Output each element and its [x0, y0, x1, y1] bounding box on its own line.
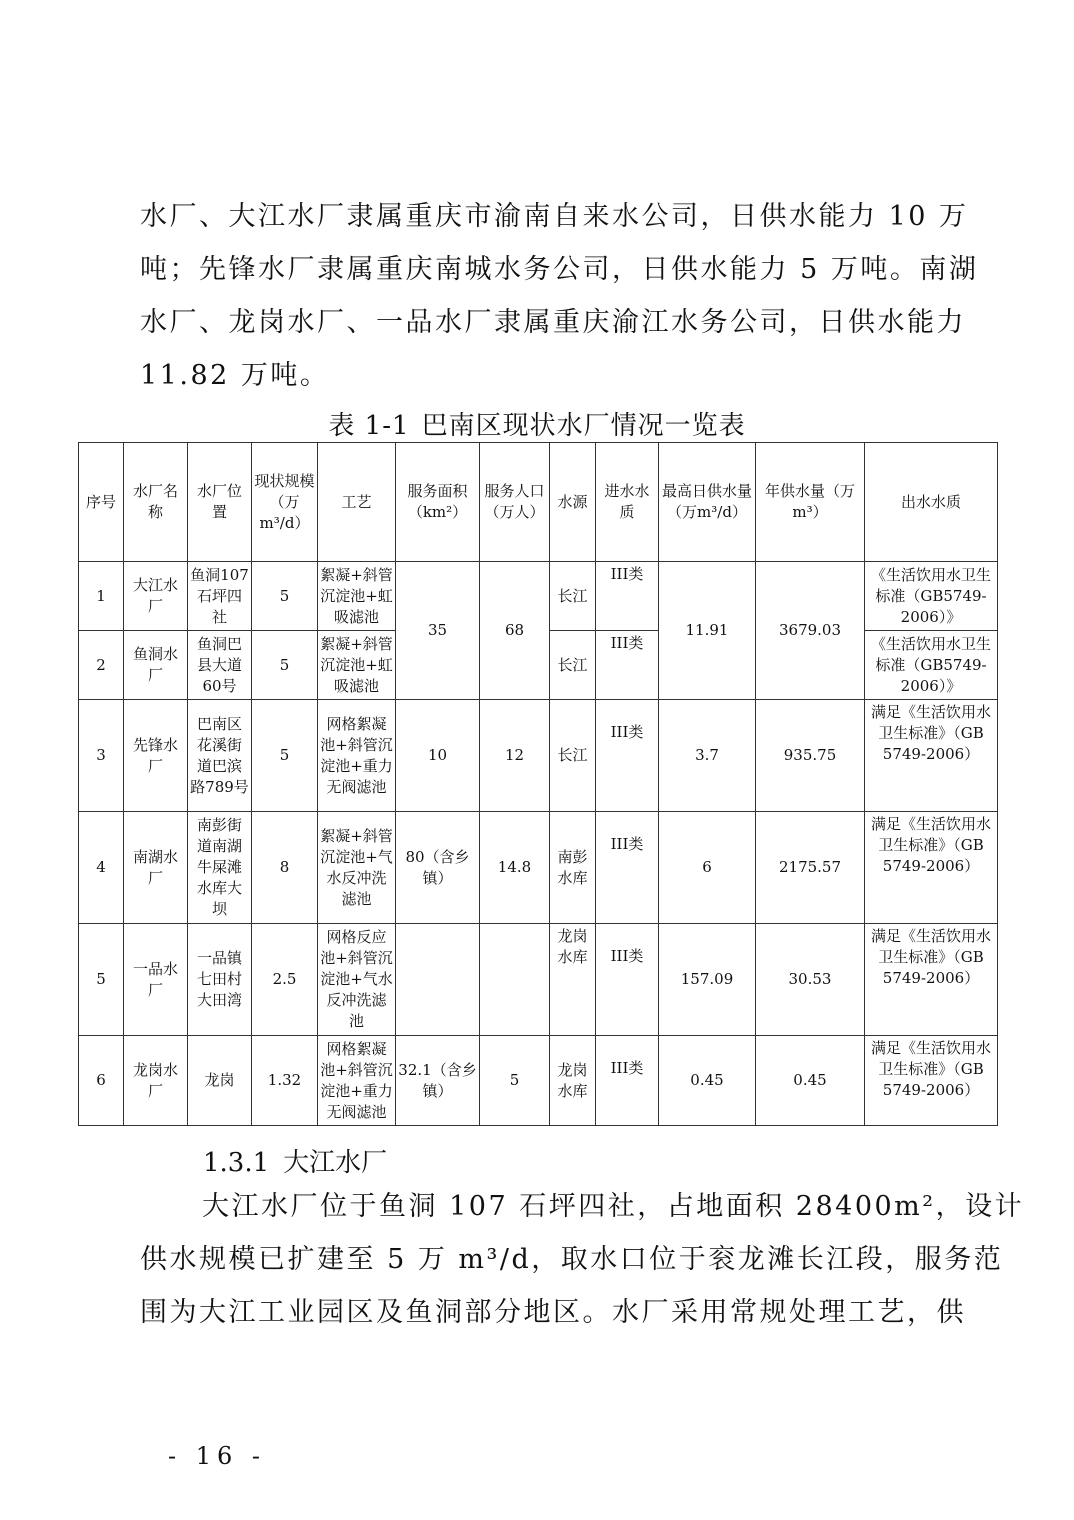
section-title: 大江水厂: [283, 1148, 388, 1178]
cell-inlet: III类: [596, 924, 659, 1036]
cell-name: 大江水厂: [124, 562, 188, 631]
cell-scale: 5: [252, 631, 318, 700]
table-row: [79, 562, 998, 631]
paragraph-line: 吨；先锋水厂隶属重庆南城水务公司，日供水能力 5 万吨。南湖: [140, 254, 979, 285]
cell-outlet: 满足《生活饮用水卫生标准》（GB 5749-2006）: [865, 700, 998, 812]
col-header: 服务面积（km²）: [396, 443, 480, 562]
paragraph-line: 供水规模已扩建至 5 万 m³/d，取水口位于衮龙滩长江段，服务范: [140, 1244, 1004, 1275]
table-row: [79, 1036, 998, 1126]
cell-outlet: 满足《生活饮用水卫生标准》（GB 5749-2006）: [865, 924, 998, 1036]
cell-process: 絮凝+斜管沉淀池+虹吸滤池: [318, 562, 396, 631]
cell-max-daily: 6: [659, 812, 756, 924]
table-caption: [0, 405, 1074, 442]
col-header: 现状规模（万m³/d）: [252, 443, 318, 562]
cell-source: 长江: [550, 562, 596, 631]
cell-outlet: 《生活饮用水卫生标准（GB5749-2006）》: [865, 631, 998, 700]
cell-process: 网格絮凝池+斜管沉淀池+重力无阀滤池: [318, 1036, 396, 1126]
col-header: 水厂位置: [188, 443, 252, 562]
table-header-row: [79, 443, 998, 562]
table-row: [79, 700, 998, 812]
cell-name: 鱼洞水厂: [124, 631, 188, 700]
cell-source: 龙岗水库: [550, 924, 596, 1036]
cell-scale: 1.32: [252, 1036, 318, 1126]
cell-inlet: III类: [596, 631, 659, 700]
col-header: 服务人口（万人）: [480, 443, 550, 562]
cell-no: 1: [79, 562, 124, 631]
cell-max-daily: 11.91: [659, 562, 756, 700]
cell-population: 68: [480, 562, 550, 700]
cell-location: 一品镇七田村大田湾: [188, 924, 252, 1036]
cell-source: 长江: [550, 631, 596, 700]
intro-paragraph: [140, 190, 979, 402]
cell-scale: 8: [252, 812, 318, 924]
paragraph-line: 水厂、大江水厂隶属重庆市渝南自来水公司，日供水能力 10 万: [140, 201, 969, 232]
paragraph-line: 11.82 万吨。: [140, 360, 330, 391]
section-heading: [203, 1142, 401, 1179]
cell-inlet: III类: [596, 700, 659, 812]
cell-population: [480, 924, 550, 1036]
cell-population: 12: [480, 700, 550, 812]
cell-no: 5: [79, 924, 124, 1036]
cell-source: 南彭水库: [550, 812, 596, 924]
cell-population: 14.8: [480, 812, 550, 924]
cell-inlet: III类: [596, 812, 659, 924]
col-header: 序号: [79, 443, 124, 562]
page-number: - 16 -: [168, 1442, 267, 1470]
paragraph-line: 围为大江工业园区及鱼洞部分地区。水厂采用常规处理工艺，供: [140, 1297, 966, 1328]
cell-scale: 5: [252, 700, 318, 812]
cell-annual: 3679.03: [756, 562, 865, 700]
water-plant-table: [78, 442, 998, 1126]
cell-scale: 2.5: [252, 924, 318, 1036]
col-header: 出水水质: [865, 443, 998, 562]
cell-annual: 0.45: [756, 1036, 865, 1126]
cell-source: 长江: [550, 700, 596, 812]
cell-location: 鱼洞巴县大道60号: [188, 631, 252, 700]
cell-name: 一品水厂: [124, 924, 188, 1036]
table-row: [79, 812, 998, 924]
cell-max-daily: 3.7: [659, 700, 756, 812]
cell-location: 巴南区花溪街道巴滨路789号: [188, 700, 252, 812]
cell-name: 南湖水厂: [124, 812, 188, 924]
cell-location: 南彭街道南湖牛屎滩水库大坝: [188, 812, 252, 924]
cell-area: 10: [396, 700, 480, 812]
cell-annual: 935.75: [756, 700, 865, 812]
cell-scale: 5: [252, 562, 318, 631]
cell-process: 网格反应池+斜管沉淀池+气水反冲洗滤池: [318, 924, 396, 1036]
cell-location: 龙岗: [188, 1036, 252, 1126]
cell-no: 3: [79, 700, 124, 812]
cell-area: 35: [396, 562, 480, 700]
cell-inlet: III类: [596, 1036, 659, 1126]
cell-process: 絮凝+斜管沉淀池+气水反冲洗滤池: [318, 812, 396, 924]
section-number: 1.3.1: [203, 1148, 270, 1178]
cell-source: 龙岗水库: [550, 1036, 596, 1126]
cell-process: 絮凝+斜管沉淀池+虹吸滤池: [318, 631, 396, 700]
cell-area: 80（含乡镇）: [396, 812, 480, 924]
cell-max-daily: 157.09: [659, 924, 756, 1036]
table-title: 巴南区现状水厂情况一览表: [421, 411, 746, 441]
cell-area: 32.1（含乡镇）: [396, 1036, 480, 1126]
paragraph-line: 水厂、龙岗水厂、一品水厂隶属重庆渝江水务公司，日供水能力: [140, 307, 966, 338]
cell-inlet: III类: [596, 562, 659, 631]
col-header: 工艺: [318, 443, 396, 562]
cell-location: 鱼洞107石坪四社: [188, 562, 252, 631]
cell-outlet: 《生活饮用水卫生标准（GB5749-2006）》: [865, 562, 998, 631]
section-paragraph: [140, 1180, 1025, 1339]
cell-no: 4: [79, 812, 124, 924]
cell-no: 6: [79, 1036, 124, 1126]
cell-annual: 2175.57: [756, 812, 865, 924]
cell-process: 网格絮凝池+斜管沉淀池+重力无阀滤池: [318, 700, 396, 812]
cell-name: 先锋水厂: [124, 700, 188, 812]
paragraph-line: 大江水厂位于鱼洞 107 石坪四社，占地面积 28400m²，设计: [202, 1191, 1025, 1222]
col-header: 水源: [550, 443, 596, 562]
table-row: [79, 924, 998, 1036]
table-number: 表 1-1: [328, 411, 410, 441]
cell-area: [396, 924, 480, 1036]
cell-max-daily: 0.45: [659, 1036, 756, 1126]
cell-annual: 30.53: [756, 924, 865, 1036]
col-header: 进水水质: [596, 443, 659, 562]
cell-name: 龙岗水厂: [124, 1036, 188, 1126]
cell-outlet: 满足《生活饮用水卫生标准》（GB 5749-2006）: [865, 1036, 998, 1126]
cell-population: 5: [480, 1036, 550, 1126]
cell-outlet: 满足《生活饮用水卫生标准》（GB 5749-2006）: [865, 812, 998, 924]
col-header: 年供水量（万m³）: [756, 443, 865, 562]
cell-no: 2: [79, 631, 124, 700]
col-header: 水厂名称: [124, 443, 188, 562]
col-header: 最高日供水量（万m³/d）: [659, 443, 756, 562]
